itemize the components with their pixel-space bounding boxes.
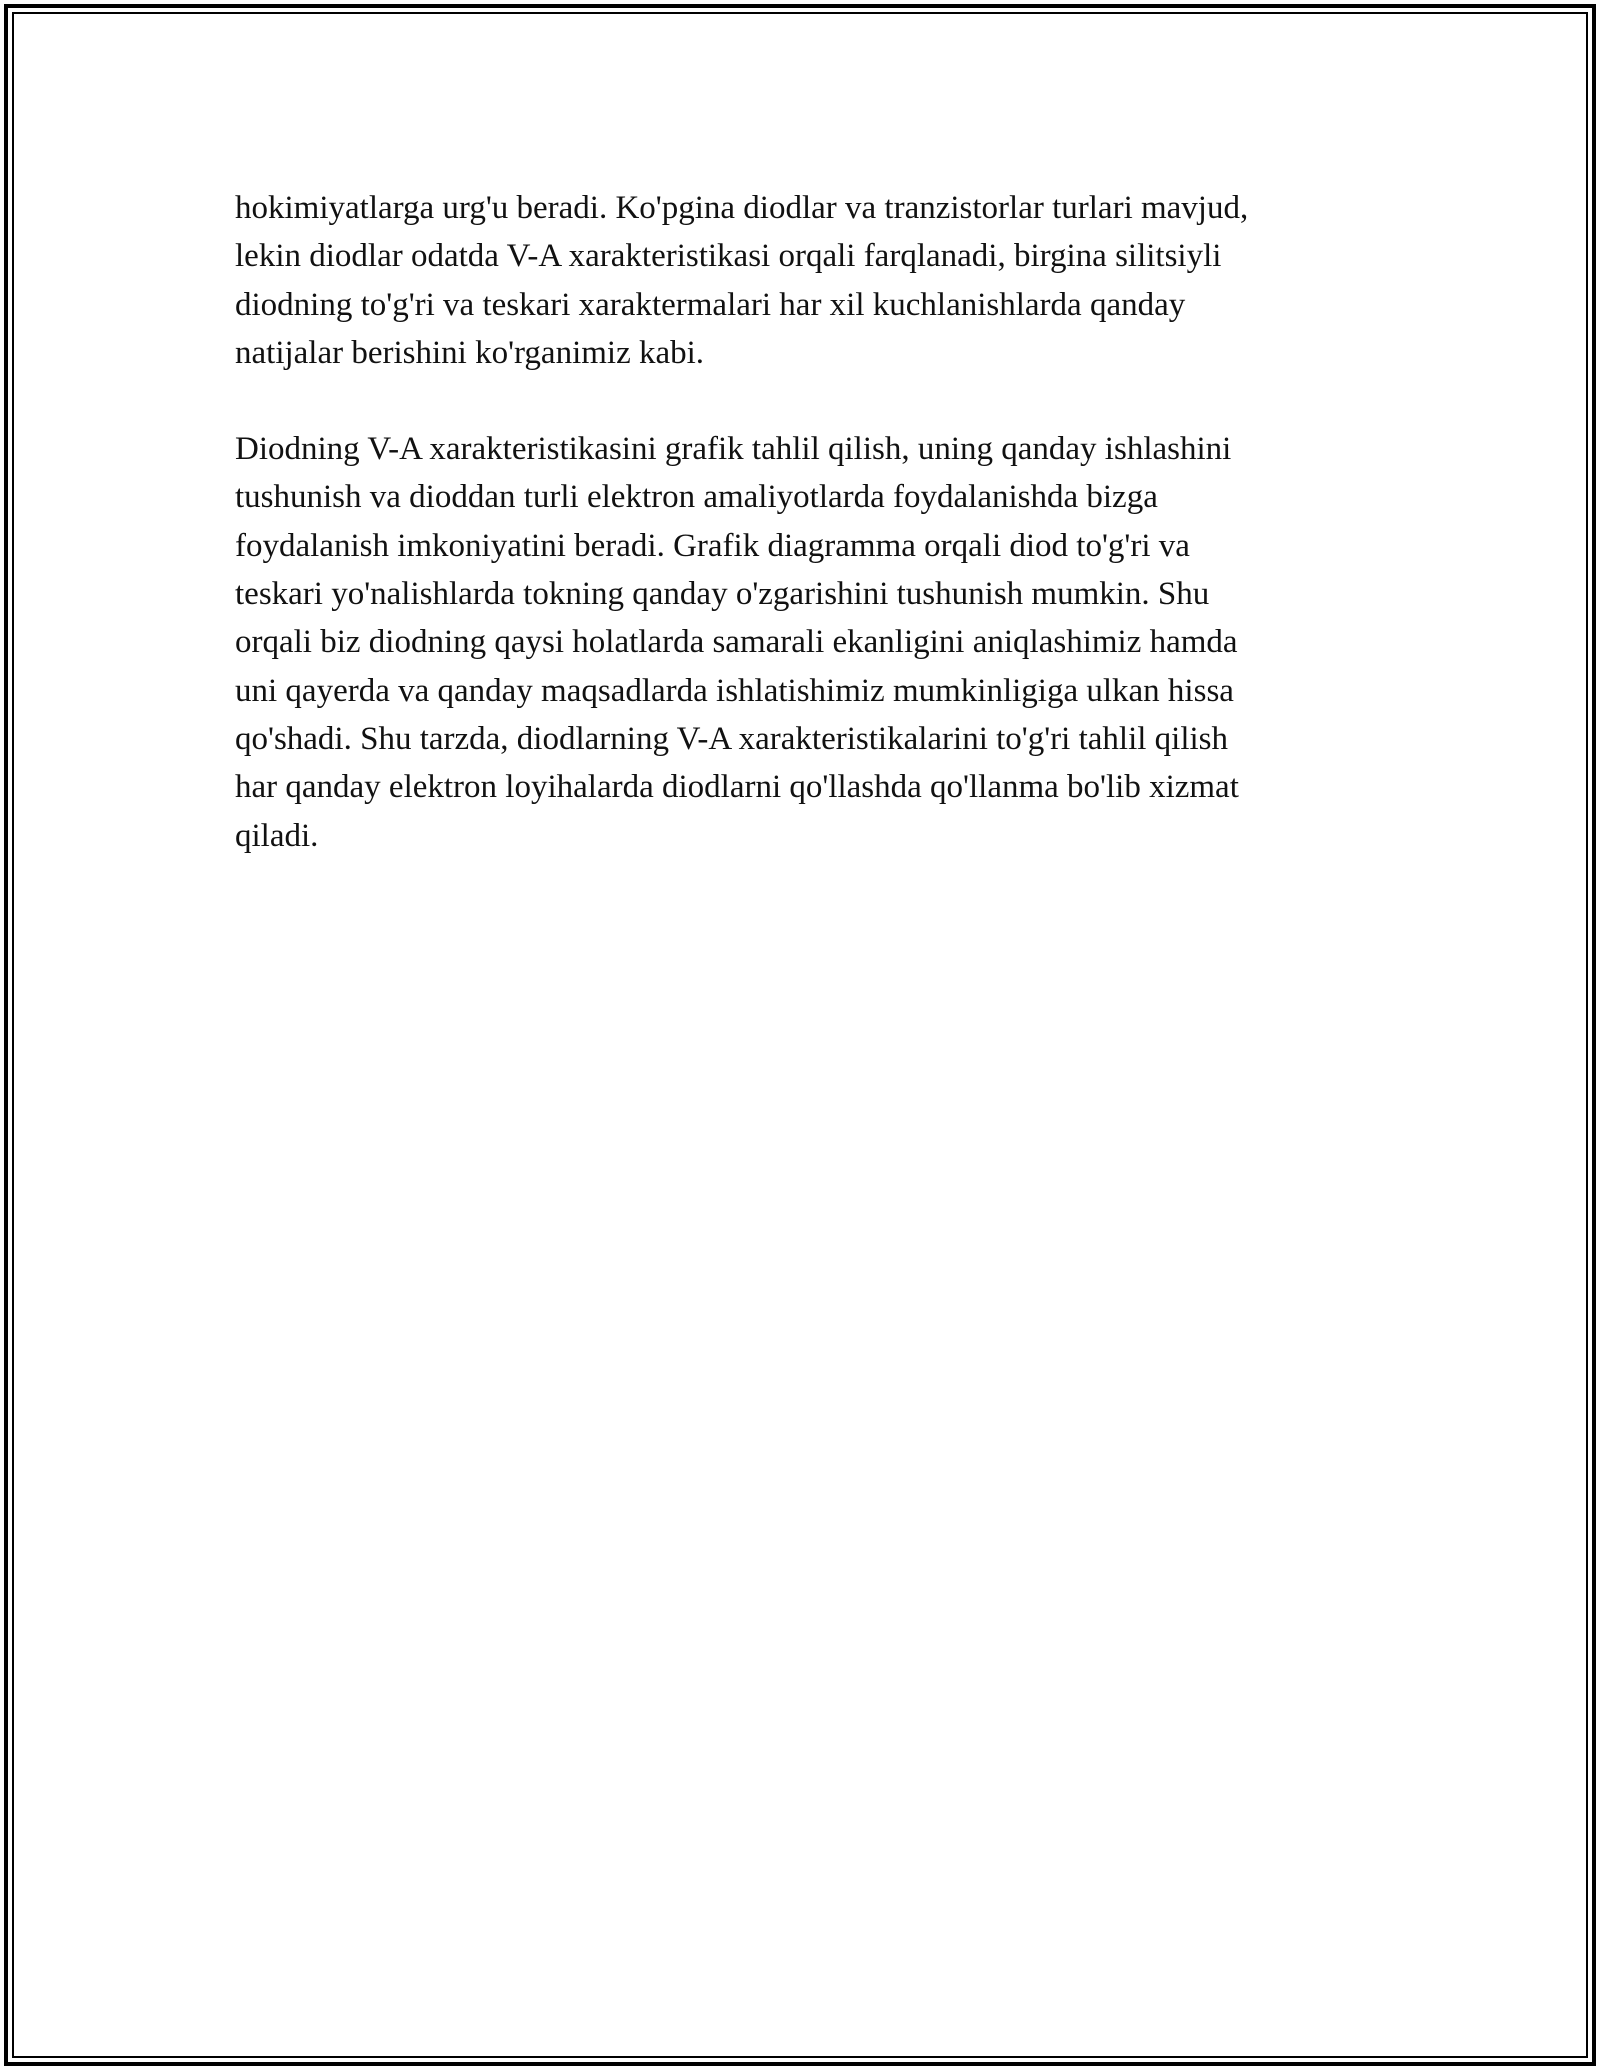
paragraph-line: tushunish va dioddan turli elektron amaliyotlarda foydalanishda bizga xyxy=(235,479,1158,516)
paragraph-line: qiladi. xyxy=(235,817,319,854)
paragraph-line: teskari yo'nalishlarda tokning qanday o'zgarishini tushunish mumkin. Shu xyxy=(235,576,1210,613)
paragraph-spacer xyxy=(235,377,1375,425)
paragraph-line: qo'shadi. Shu tarzda, diodlarning V-A xarakteristikalarini to'g'ri tahlil qilish xyxy=(235,720,1229,757)
paragraph-line: hokimiyatlarga urg'u beradi. Ko'pgina diodlar va tranzistorlar turlari mavjud, xyxy=(235,190,1249,226)
paragraph-line: uni qayerda va qanday maqsadlarda ishlatishimiz mumkinligiga ulkan hissa xyxy=(235,672,1234,709)
paragraph-line: diodning to'g'ri va teskari xaraktermalari har xil kuchlanishlarda qanday xyxy=(235,286,1186,323)
paragraph-2 xyxy=(235,425,1375,860)
paragraph-line: har qanday elektron loyihalarda diodlarni qo'llashda qo'llanma bo'lib xizmat xyxy=(235,769,1239,806)
paragraph-line: natijalar berishini ko'rganimiz kabi. xyxy=(235,334,705,371)
paragraph-line: orqali biz diodning qaysi holatlarda samarali ekanligini aniqlashimiz hamda xyxy=(235,624,1238,661)
paragraph-line: Diodning V-A xarakteristikasini grafik tahlil qilish, uning qanday ishlashini xyxy=(235,431,1232,468)
paragraph-1 xyxy=(235,184,1375,377)
document-body xyxy=(235,184,1375,860)
paragraph-line: foydalanish imkoniyatini beradi. Grafik diagramma orqali diod to'g'ri va xyxy=(235,527,1190,564)
paragraph-line: lekin diodlar odatda V-A xarakteristikasi orqali farqlanadi, birgina silitsiyli xyxy=(235,238,1222,275)
